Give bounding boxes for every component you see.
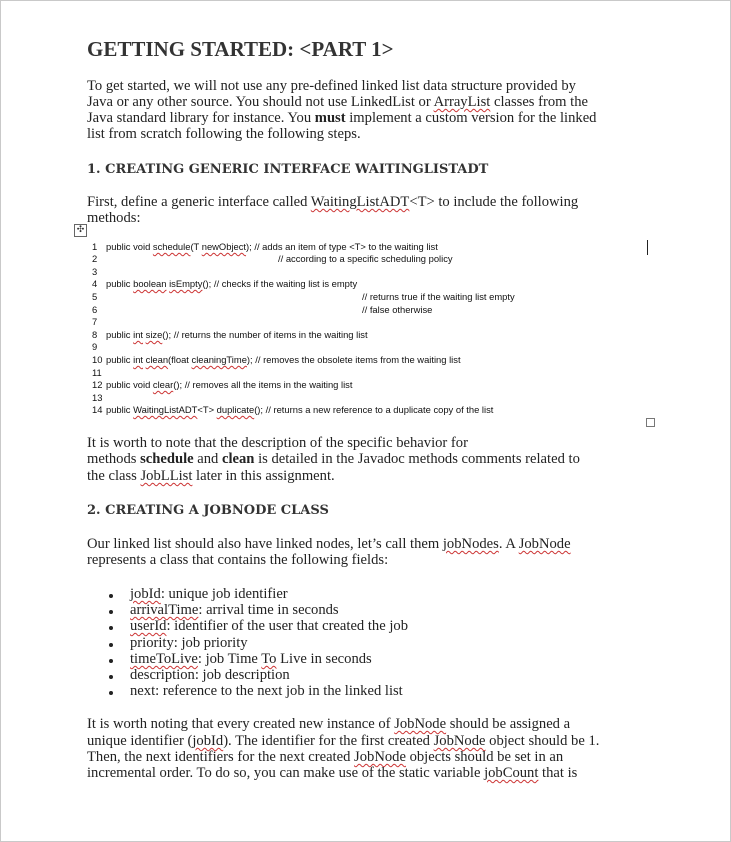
section-1-line-2: methods: (87, 210, 141, 226)
code-text: (); // removes all the items in the waiting list (173, 379, 353, 390)
field-desc: To (261, 651, 277, 667)
code-line-4 (92, 278, 357, 289)
line-number: 6 (92, 304, 98, 315)
jobnodes-word[interactable]: jobNodes (442, 536, 499, 552)
note-text: methods (87, 451, 141, 467)
code-line-11 (92, 367, 106, 378)
code-text: int (133, 354, 144, 365)
jobnode-word[interactable]: JobNode (394, 716, 447, 732)
code-text: (); // checks if the waiting list is empty (202, 278, 358, 289)
closing-line-4 (87, 765, 577, 782)
code-text: int (133, 329, 144, 340)
code-text: WaitingListADT (133, 404, 198, 415)
section-1-text: <T> to include the following (409, 194, 579, 210)
closing-text: Then, the next identifiers for the next created (87, 749, 355, 765)
code-line-2 (92, 253, 106, 264)
bullet-icon (109, 691, 113, 695)
code-line-3 (92, 266, 106, 277)
line-number: 9 (92, 341, 98, 352)
arraylist-word[interactable]: ArrayList (433, 94, 491, 110)
line-number: 3 (92, 266, 98, 277)
code-line-8 (92, 329, 368, 340)
jobnode-word[interactable]: JobNode (433, 733, 486, 749)
code-line-9 (92, 341, 106, 352)
line-number: 10 (92, 354, 103, 365)
bullet-icon (109, 626, 113, 630)
bullet-icon (109, 610, 113, 614)
bullet-icon (109, 643, 113, 647)
field-next: next: reference to the next job in the linked list (130, 683, 403, 699)
code-comment-2: // according to a specific scheduling policy (278, 253, 453, 264)
code-text: (T (190, 241, 202, 252)
closing-line-2 (87, 733, 599, 750)
code-line-7 (92, 316, 106, 327)
code-text: boolean (133, 278, 167, 289)
section-1-heading: 1. CREATING GENERIC INTERFACE WAITINGLISTADT (87, 162, 489, 177)
section-1-text: First, define a generic interface called (87, 194, 311, 210)
jobid-word[interactable]: jobId (192, 733, 224, 749)
jobllist-word[interactable]: JobLList (140, 468, 193, 484)
section-2-heading: 2. CREATING A JOBNODE CLASS (87, 503, 329, 518)
text-cursor (647, 240, 648, 255)
code-text: newObject (201, 241, 247, 252)
note-line-2 (87, 451, 580, 468)
bullet-icon (109, 594, 113, 598)
code-text: ); // adds an item of type <T> to the waiting list (246, 241, 438, 252)
field-name: timeToLive (130, 651, 198, 667)
closing-text: It is worth noting that every created new instance of (87, 716, 395, 732)
intro-text: implement a custom version for the linked (345, 110, 597, 126)
code-text: (); // returns the number of items in the waiting list (162, 329, 368, 340)
code-line-6 (92, 304, 106, 315)
field-priority: priority: job priority (130, 635, 248, 651)
code-text: public void (106, 379, 153, 390)
note-text: the class (87, 468, 141, 484)
note-text: later in this assignment. (192, 468, 335, 484)
line-number: 7 (92, 316, 98, 327)
code-text: public (106, 404, 134, 415)
line-number: 4 (92, 278, 98, 289)
intro-text: Java standard library for instance. You (87, 110, 315, 126)
line-number: 2 (92, 253, 98, 264)
intro-line-4: list from scratch following the following steps. (87, 126, 361, 142)
code-text: ); // removes the obsolete items from the waiting list (246, 354, 461, 365)
code-text: clear (152, 379, 174, 390)
line-number: 1 (92, 241, 98, 252)
code-text: (); // returns a new reference to a duplicate copy of the list (254, 404, 494, 415)
closing-text: object should be (485, 733, 589, 749)
code-comment-6: // false otherwise (362, 304, 433, 315)
field-jobid (130, 586, 288, 603)
code-line-1 (92, 241, 438, 252)
field-name: arrivalTime (130, 602, 199, 618)
waitinglistadt-word[interactable]: WaitingListADT (310, 194, 410, 210)
note-line-3 (87, 468, 335, 485)
intro-line-2 (87, 94, 588, 111)
field-desc: : job Time (197, 651, 262, 667)
field-name: userId (130, 618, 167, 634)
jobcount-word[interactable]: jobCount (484, 765, 539, 781)
jobnode-word[interactable]: JobNode (518, 536, 571, 552)
code-line-12 (92, 379, 352, 390)
closing-line-1 (87, 716, 570, 733)
field-arrivaltime (130, 602, 339, 619)
move-icon[interactable]: ✣ (74, 224, 87, 237)
code-line-5 (92, 291, 106, 302)
closing-text: . (595, 733, 600, 749)
intro-line-1: To get started, we will not use any pre-defined linked list data structure provided by (87, 78, 576, 94)
page-title: GETTING STARTED: <PART 1> (87, 37, 394, 61)
field-userid (130, 618, 408, 635)
code-line-14 (92, 404, 493, 415)
schedule-word: schedule (140, 451, 194, 467)
code-text: public (106, 354, 134, 365)
note-line-1: It is worth to note that the description of the specific behavior for (87, 435, 468, 451)
field-name: jobId (130, 586, 161, 602)
code-text: (float (168, 354, 192, 365)
section-2-line-1 (87, 536, 571, 553)
line-number: 12 (92, 379, 103, 390)
field-desc: : unique job identifier (160, 586, 288, 602)
code-comment-5: // returns true if the waiting list empty (362, 291, 515, 302)
code-text: isEmpty (169, 278, 203, 289)
code-text: clean (145, 354, 169, 365)
bullet-icon (109, 659, 113, 663)
clean-word: clean (222, 451, 255, 467)
closing-text: incremental order. To do so, you can make use of the static variable (87, 765, 485, 781)
code-line-13 (92, 392, 106, 403)
intro-text: classes from the (490, 94, 588, 110)
closing-text: objects should be set in an (405, 749, 564, 765)
line-number: 13 (92, 392, 103, 403)
code-text: size (145, 329, 163, 340)
closing-text: should be assigned a (446, 716, 571, 732)
line-number: 5 (92, 291, 98, 302)
resize-handle-icon[interactable] (646, 418, 655, 427)
note-text: is detailed in the Javadoc methods comments related to (254, 451, 580, 467)
field-desc: Live in seconds (276, 651, 372, 667)
field-desc: : arrival time in seconds (198, 602, 339, 618)
section-2-line-2: represents a class that contains the following fields: (87, 552, 389, 568)
code-text: duplicate (216, 404, 255, 415)
code-text: public (106, 329, 134, 340)
closing-text: ). The identifier for the first created (223, 733, 434, 749)
line-number: 8 (92, 329, 98, 340)
code-text: schedule (152, 241, 191, 252)
section-1-line-1 (87, 194, 578, 211)
jobnode-word[interactable]: JobNode (354, 749, 406, 765)
section-2-text: . A (498, 536, 519, 552)
note-text: and (193, 451, 222, 467)
intro-text: Java or any other source. You should not use LinkedList or (87, 94, 434, 110)
closing-line-3 (87, 749, 563, 766)
code-text: <T> (197, 404, 217, 415)
code-text: public (106, 278, 134, 289)
field-timetolive (130, 651, 372, 668)
code-text: public void (106, 241, 153, 252)
must-word: must (314, 110, 346, 126)
closing-text: 1 (588, 733, 596, 749)
section-2-text: Our linked list should also have linked nodes, let’s call them (87, 536, 443, 552)
closing-text: unique identifier ( (87, 733, 193, 749)
code-line-10 (92, 354, 461, 365)
closing-text: that is (538, 765, 578, 781)
intro-line-3 (87, 110, 596, 127)
field-description: description: job description (130, 667, 290, 683)
bullet-icon (109, 675, 113, 679)
field-desc: : identifier of the user that created the job (166, 618, 408, 634)
line-number: 14 (92, 404, 103, 415)
line-number: 11 (92, 367, 102, 378)
code-text: cleaningTime (191, 354, 247, 365)
